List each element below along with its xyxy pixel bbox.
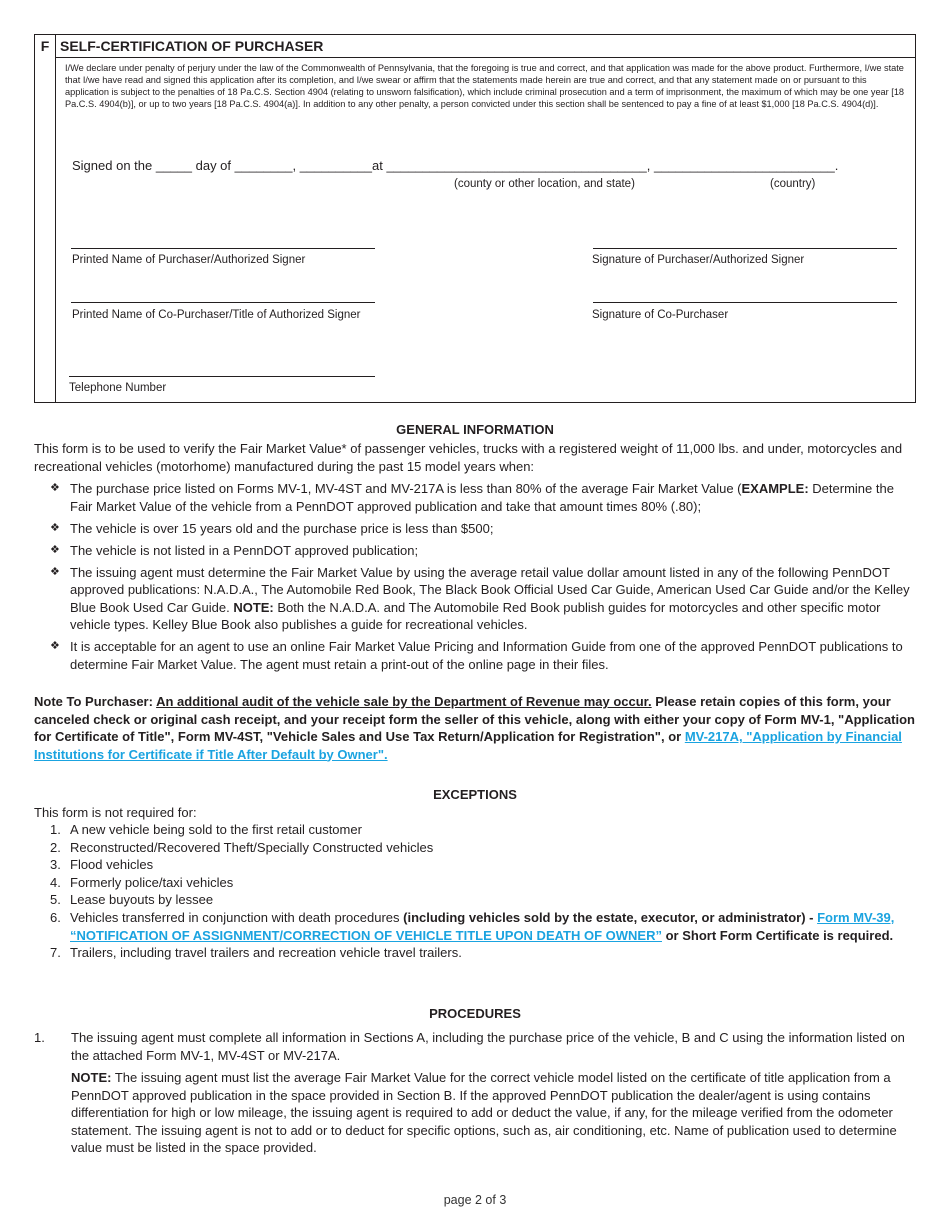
list-item: 1. A new vehicle being sold to the first retail customer [50, 822, 362, 837]
list-item: ❖ The purchase price listed on Forms MV-1, MV-4ST and MV-217A is less than 80% of the average Fair Market Value (EXAMPLE: Determine the Fair Market Value of the vehicle from a PennDOT approved publication and take that amount times 80% (.80); [50, 481, 894, 514]
exceptions-intro: This form is not required for: [34, 805, 197, 820]
co-printed-name-label: Printed Name of Co-Purchaser/Title of Authorized Signer [72, 309, 361, 321]
signed-on-line[interactable]: Signed on the _____ day of ________, __________at ____________________________________, _________________________. [72, 158, 839, 173]
list-item: 2. Reconstructed/Recovered Theft/Specially Constructed vehicles [50, 839, 434, 855]
list-item: 5. Lease buyouts by lessee [50, 892, 214, 908]
co-signature-label: Signature of Co-Purchaser [592, 309, 729, 321]
printed-name-label: Printed Name of Purchaser/Authorized Signer [72, 254, 306, 266]
general-information-list [50, 480, 916, 678]
audit-notice: An additional audit of the vehicle sale by the Department of Revenue may occur. [156, 694, 652, 709]
country-label: (country) [770, 178, 816, 190]
mv-217a-link[interactable]: MV-217A, "Application by Financial Institutions for Certificate if Title After Default by Owner". [34, 729, 902, 762]
diamond-bullet-icon: ❖ [50, 543, 60, 556]
note-text: Please retain copies of this form, your canceled check or original cash receipt, and your receipt form the seller of this vehicle, along with either your copy of Form MV-1, "Application for Certificate of Title", Form MV-4ST, "Vehicle Sales and Use Tax Return/Application for Registration", or [34, 694, 915, 744]
section-letter: F [35, 35, 56, 57]
page-number: page 2 of 3 [443, 1193, 507, 1207]
signature-label: Signature of Purchaser/Authorized Signer [592, 254, 805, 266]
list-item: 4. Formerly police/taxi vehicles [50, 874, 234, 890]
co-printed-name-field[interactable] [71, 302, 375, 303]
exceptions-list [50, 821, 916, 962]
list-item: ❖ It is acceptable for an agent to use an online Fair Market Value Pricing and Information Guide from one of the approved PennDOT publications to determine Fair Market Value. The agent must retain a print-out of the online page in their files. [50, 639, 903, 672]
section-title: SELF-CERTIFICATION OF PURCHASER [60, 38, 324, 54]
note-label: Note To Purchaser: [34, 694, 157, 709]
note-label: NOTE: [71, 1070, 112, 1085]
diamond-bullet-icon: ❖ [50, 482, 60, 494]
diamond-bullet-icon: ❖ [50, 565, 60, 578]
co-signature-field[interactable] [593, 302, 897, 303]
section-title-divider [56, 57, 915, 58]
section-left-divider [55, 57, 56, 403]
list-item: 3. Flood vehicles [50, 857, 154, 873]
signature-field[interactable] [593, 248, 897, 249]
general-information-intro: This form is to be used to verify the Fair Market Value* of passenger vehicles, trucks with a registered weight of 11,000 lbs. and under, motorcycles and recreational vehicles (motorhome) manufactured during the past 15 model years when: [34, 441, 903, 474]
procedure-step: 1. The issuing agent must complete all information in Sections A, including the purchase price of the vehicle, B and C using the information listed on the attached Form MV-1, MV-4ST or MV-217A. [34, 1030, 905, 1063]
list-item: 7. Trailers, including travel trailers and recreation vehicle travel trailers. [50, 945, 462, 961]
list-item: 6. Vehicles transferred in conjunction with death procedures (including vehicles sold by the estate, executor, or administrator) - Form MV-39, “NOTIFICATION OF ASSIGNMENT/CORRECTION OF VEHICLE TITLE UPON DEATH OF OWNER” or Short Form Certificate is required. [50, 909, 895, 943]
list-item: ❖ The vehicle is not listed in a PennDOT approved publication; [50, 542, 419, 558]
procedures-heading: PROCEDURES [429, 1006, 521, 1021]
list-item: ❖ The vehicle is over 15 years old and the purchase price is less than $500; [50, 520, 494, 536]
exceptions-heading: EXCEPTIONS [433, 787, 517, 802]
general-information-heading: GENERAL INFORMATION [396, 422, 554, 437]
diamond-bullet-icon: ❖ [50, 640, 60, 653]
county-label: (county or other location, and state) [454, 178, 635, 190]
list-item: ❖ The issuing agent must determine the Fair Market Value by using the average retail value dollar amount listed in any of the following PennDOT approved publications: N.A.D.A., The Automobile Red Book, The Black Book Official Used Car Guide, American Used Car Guide and/or the Kelley Blue Book Used Car Guide. NOTE: Both the N.A.D.A. and The Automobile Red Book publish guides for motorcycles and other specific motor vehicle types. Kelley Blue Book also publishes a guide for recreational vehicles. [50, 564, 910, 633]
section-f-box [34, 34, 916, 403]
mv-39-link[interactable]: Form MV-39, “NOTIFICATION OF ASSIGNMENT/CORRECTION OF VEHICLE TITLE UPON DEATH OF OWNER” [70, 909, 895, 943]
printed-name-field[interactable] [71, 248, 375, 249]
perjury-declaration: I/We declare under penalty of perjury under the law of the Commonwealth of Pennsylvania, that the foregoing is true and correct, and that application was made for the above product. Furthermore, I/we state that I/we have read and signed this application after its completion, and I/we swear or affirm that the statements made herein are true and correct, and that any statement made on or pursuant to this application is subject to the penalties of 18 Pa.C.S. Section 4904 (relating to unsworn falsification), which include criminal prosecution and a term of imprisonment, the maximum of which may be one year [18 Pa.C.S. 4904(b)], or up to two years [18 Pa.C.S. 4904(a)]. In addition to any other penalty, a person convicted under this section shall be sentenced to pay a fine of at least $1,000 [18 Pa.C.S. 4904(d)]. [65, 63, 905, 109]
procedure-note: NOTE: The issuing agent must list the average Fair Market Value for the correct vehicle model listed on the certificate of title application from a PennDOT approved publication in the space provided in Section B. If the approved PennDOT publication the dealer/agent is using contains differentiation for high or low mileage, the issuing agent is required to add or deduct the value, if any, for the mileage verified from the odometer statement. The issuing agent is not to add or to deduct for specific options, such as, air conditioning, etc. Name of publication used to determine value must be listed in the space provided. [71, 1070, 897, 1155]
diamond-bullet-icon: ❖ [50, 521, 60, 534]
note-to-purchaser [34, 693, 918, 763]
telephone-label: Telephone Number [69, 382, 167, 394]
telephone-field[interactable] [69, 376, 375, 377]
